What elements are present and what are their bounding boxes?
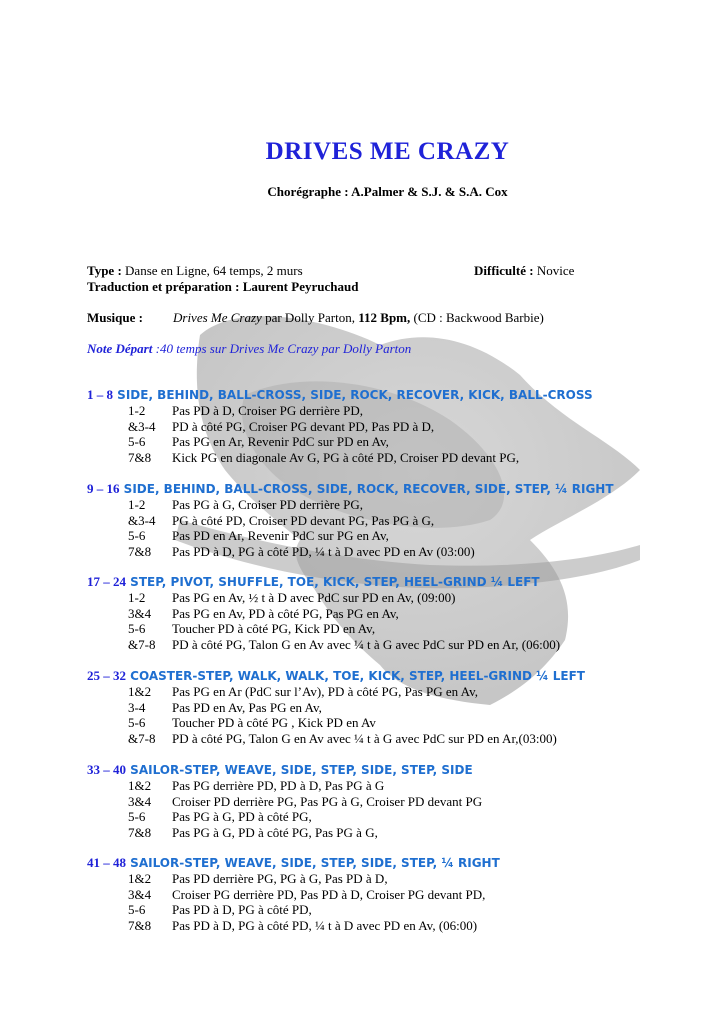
step-counts: 3-4 — [128, 699, 146, 715]
step-row — [128, 778, 384, 794]
step-description: Pas PG à G, PD à côté PG, Pas PG à G, — [172, 824, 378, 840]
section-title: STEP, PIVOT, SHUFFLE, TOE, KICK, STEP, HEEL-GRIND ¼ LEFT — [126, 575, 540, 589]
step-row — [128, 684, 478, 700]
step-row — [128, 528, 389, 544]
music-title: Drives Me Crazy — [173, 310, 262, 325]
step-counts: 1-2 — [128, 590, 146, 605]
step-description: Kick PG en diagonale Av G, PG à côté PD, Croiser PD devant PG, — [172, 449, 520, 465]
step-description: Pas PD derrière PG, PG à G, Pas PD à D, — [172, 871, 388, 886]
section-title: SIDE, BEHIND, BALL-CROSS, SIDE, ROCK, RECOVER, SIDE, STEP, ¼ RIGHT — [119, 482, 614, 496]
step-row — [128, 715, 376, 731]
step-row — [128, 887, 485, 903]
step-counts: 5-6 — [128, 528, 146, 543]
music-bpm: 112 Bpm, — [358, 310, 411, 325]
step-row — [128, 544, 475, 560]
choreographer-line: Chorégraphe : A.Palmer & S.J. & S.A. Cox — [267, 184, 508, 199]
step-counts: 5-6 — [128, 434, 146, 449]
step-description: Pas PG derrière PD, PD à D, Pas PG à G — [172, 778, 385, 793]
step-row — [128, 637, 560, 653]
step-row — [128, 825, 378, 841]
section-count-range: 25 – 32 — [87, 668, 126, 683]
step-counts: &3-4 — [128, 418, 156, 434]
start-note-text: :40 temps sur Drives Me Crazy par Dolly Parton — [152, 341, 412, 356]
step-counts: &7-8 — [128, 636, 156, 652]
step-description: Pas PG à G, Croiser PD derrière PG, — [172, 497, 364, 512]
start-note — [87, 341, 411, 357]
page-title: DRIVES ME CRAZY — [265, 138, 510, 165]
section-heading — [87, 668, 585, 684]
step-row — [128, 450, 519, 466]
step-row — [128, 606, 399, 622]
step-description: Toucher PD à côté PG , Kick PD en Av — [172, 715, 376, 730]
section-heading — [87, 855, 500, 871]
step-counts: 3&4 — [128, 793, 152, 809]
step-row — [128, 871, 388, 887]
step-row — [128, 513, 434, 529]
section-title: SAILOR-STEP, WEAVE, SIDE, STEP, SIDE, STEP, ¼ RIGHT — [126, 856, 500, 870]
step-description: Croiser PG derrière PD, Pas PD à D, Croiser PG devant PD, — [172, 886, 486, 902]
section-count-range: 17 – 24 — [87, 574, 126, 589]
difficulty-line — [474, 263, 574, 279]
type-value: Danse en Ligne, 64 temps, 2 murs — [121, 263, 303, 278]
step-row — [128, 731, 557, 747]
step-description: Pas PD à D, PG à côté PD, — [172, 902, 312, 917]
step-description: Pas PD en Ar, Revenir PdC sur PG en Av, — [172, 528, 389, 543]
section-heading — [87, 481, 614, 497]
step-counts: &7-8 — [128, 730, 156, 746]
step-row — [128, 419, 434, 435]
step-description: Pas PD à D, Croiser PG derrière PD, — [172, 403, 364, 418]
step-counts: 7&8 — [128, 917, 152, 933]
step-counts: 5-6 — [128, 809, 146, 824]
step-counts: 3&4 — [128, 605, 152, 621]
music-label: Musique : — [87, 310, 143, 325]
step-row — [128, 794, 482, 810]
step-counts: 7&8 — [128, 824, 152, 840]
section-count-range: 9 – 16 — [87, 481, 120, 496]
difficulty-label: Difficulté : — [474, 263, 534, 278]
step-counts: 5-6 — [128, 621, 146, 636]
section-heading — [87, 762, 473, 778]
step-row — [128, 497, 363, 513]
step-description: PD à côté PG, Croiser PG devant PD, Pas PD à D, — [172, 418, 435, 434]
music-by: par Dolly Parton, — [261, 310, 359, 325]
step-row — [128, 621, 375, 637]
step-counts: 1-2 — [128, 403, 146, 418]
section-title: COASTER-STEP, WALK, WALK, TOE, KICK, STEP, HEEL-GRIND ¼ LEFT — [126, 669, 585, 683]
section-count-range: 1 – 8 — [87, 387, 113, 402]
step-description: Croiser PD derrière PG, Pas PG à G, Croiser PD devant PG — [172, 793, 483, 809]
step-description: Pas PD en Av, Pas PG en Av, — [172, 699, 322, 715]
step-description: PD à côté PG, Talon G en Av avec ¼ t à G avec PdC sur PD en Ar,(03:00) — [172, 730, 557, 746]
music-line — [87, 310, 544, 326]
step-description: Pas PG en Ar, Revenir PdC sur PD en Av, — [172, 434, 389, 449]
step-row — [128, 700, 322, 716]
step-counts: &3-4 — [128, 512, 156, 528]
step-counts: 1&2 — [128, 778, 152, 793]
step-description: Pas PG à G, PD à côté PG, — [172, 809, 312, 824]
step-row — [128, 809, 312, 825]
step-description: Pas PG en Av, PD à côté PG, Pas PG en Av, — [172, 605, 399, 621]
step-row — [128, 918, 477, 934]
step-counts: 7&8 — [128, 543, 152, 559]
step-row — [128, 902, 312, 918]
start-note-label: Note Départ — [87, 341, 153, 356]
difficulty-value: Novice — [533, 263, 575, 278]
step-counts: 1&2 — [128, 684, 152, 699]
section-heading — [87, 574, 540, 590]
step-counts: 5-6 — [128, 902, 146, 917]
step-counts: 7&8 — [128, 449, 152, 465]
section-count-range: 33 – 40 — [87, 762, 126, 777]
step-description: Toucher PD à côté PG, Kick PD en Av, — [172, 621, 376, 636]
music-cd: (CD : Backwood Barbie) — [410, 310, 544, 325]
step-description: Pas PD à D, PG à côté PD, ¼ t à D avec PD en Av (03:00) — [172, 543, 475, 559]
step-row — [128, 434, 389, 450]
step-row — [128, 590, 455, 606]
step-description: PG à côté PD, Croiser PD devant PG, Pas PG à G, — [172, 512, 435, 528]
translation-line: Traduction et préparation : Laurent Peyruchaud — [87, 279, 359, 294]
step-row — [128, 403, 363, 419]
step-description: PD à côté PG, Talon G en Av avec ¼ t à G avec PdC sur PD en Ar, (06:00) — [172, 636, 561, 652]
step-counts: 5-6 — [128, 715, 146, 730]
step-counts: 3&4 — [128, 886, 152, 902]
step-counts: 1&2 — [128, 871, 152, 886]
section-title: SIDE, BEHIND, BALL-CROSS, SIDE, ROCK, RECOVER, KICK, BALL-CROSS — [113, 388, 593, 402]
section-heading — [87, 387, 593, 403]
step-description: Pas PG en Av, ½ t à D avec PdC sur PD en Av, (09:00) — [172, 590, 456, 605]
section-count-range: 41 – 48 — [87, 855, 126, 870]
dance-type-line — [87, 263, 303, 279]
type-label: Type : — [87, 263, 122, 278]
step-description: Pas PG en Ar (PdC sur l’Av), PD à côté PG, Pas PG en Av, — [172, 684, 478, 699]
step-counts: 1-2 — [128, 497, 146, 512]
step-description: Pas PD à D, PG à côté PD, ¼ t à D avec PD en Av, (06:00) — [172, 917, 478, 933]
section-title: SAILOR-STEP, WEAVE, SIDE, STEP, SIDE, STEP, SIDE — [126, 763, 473, 777]
